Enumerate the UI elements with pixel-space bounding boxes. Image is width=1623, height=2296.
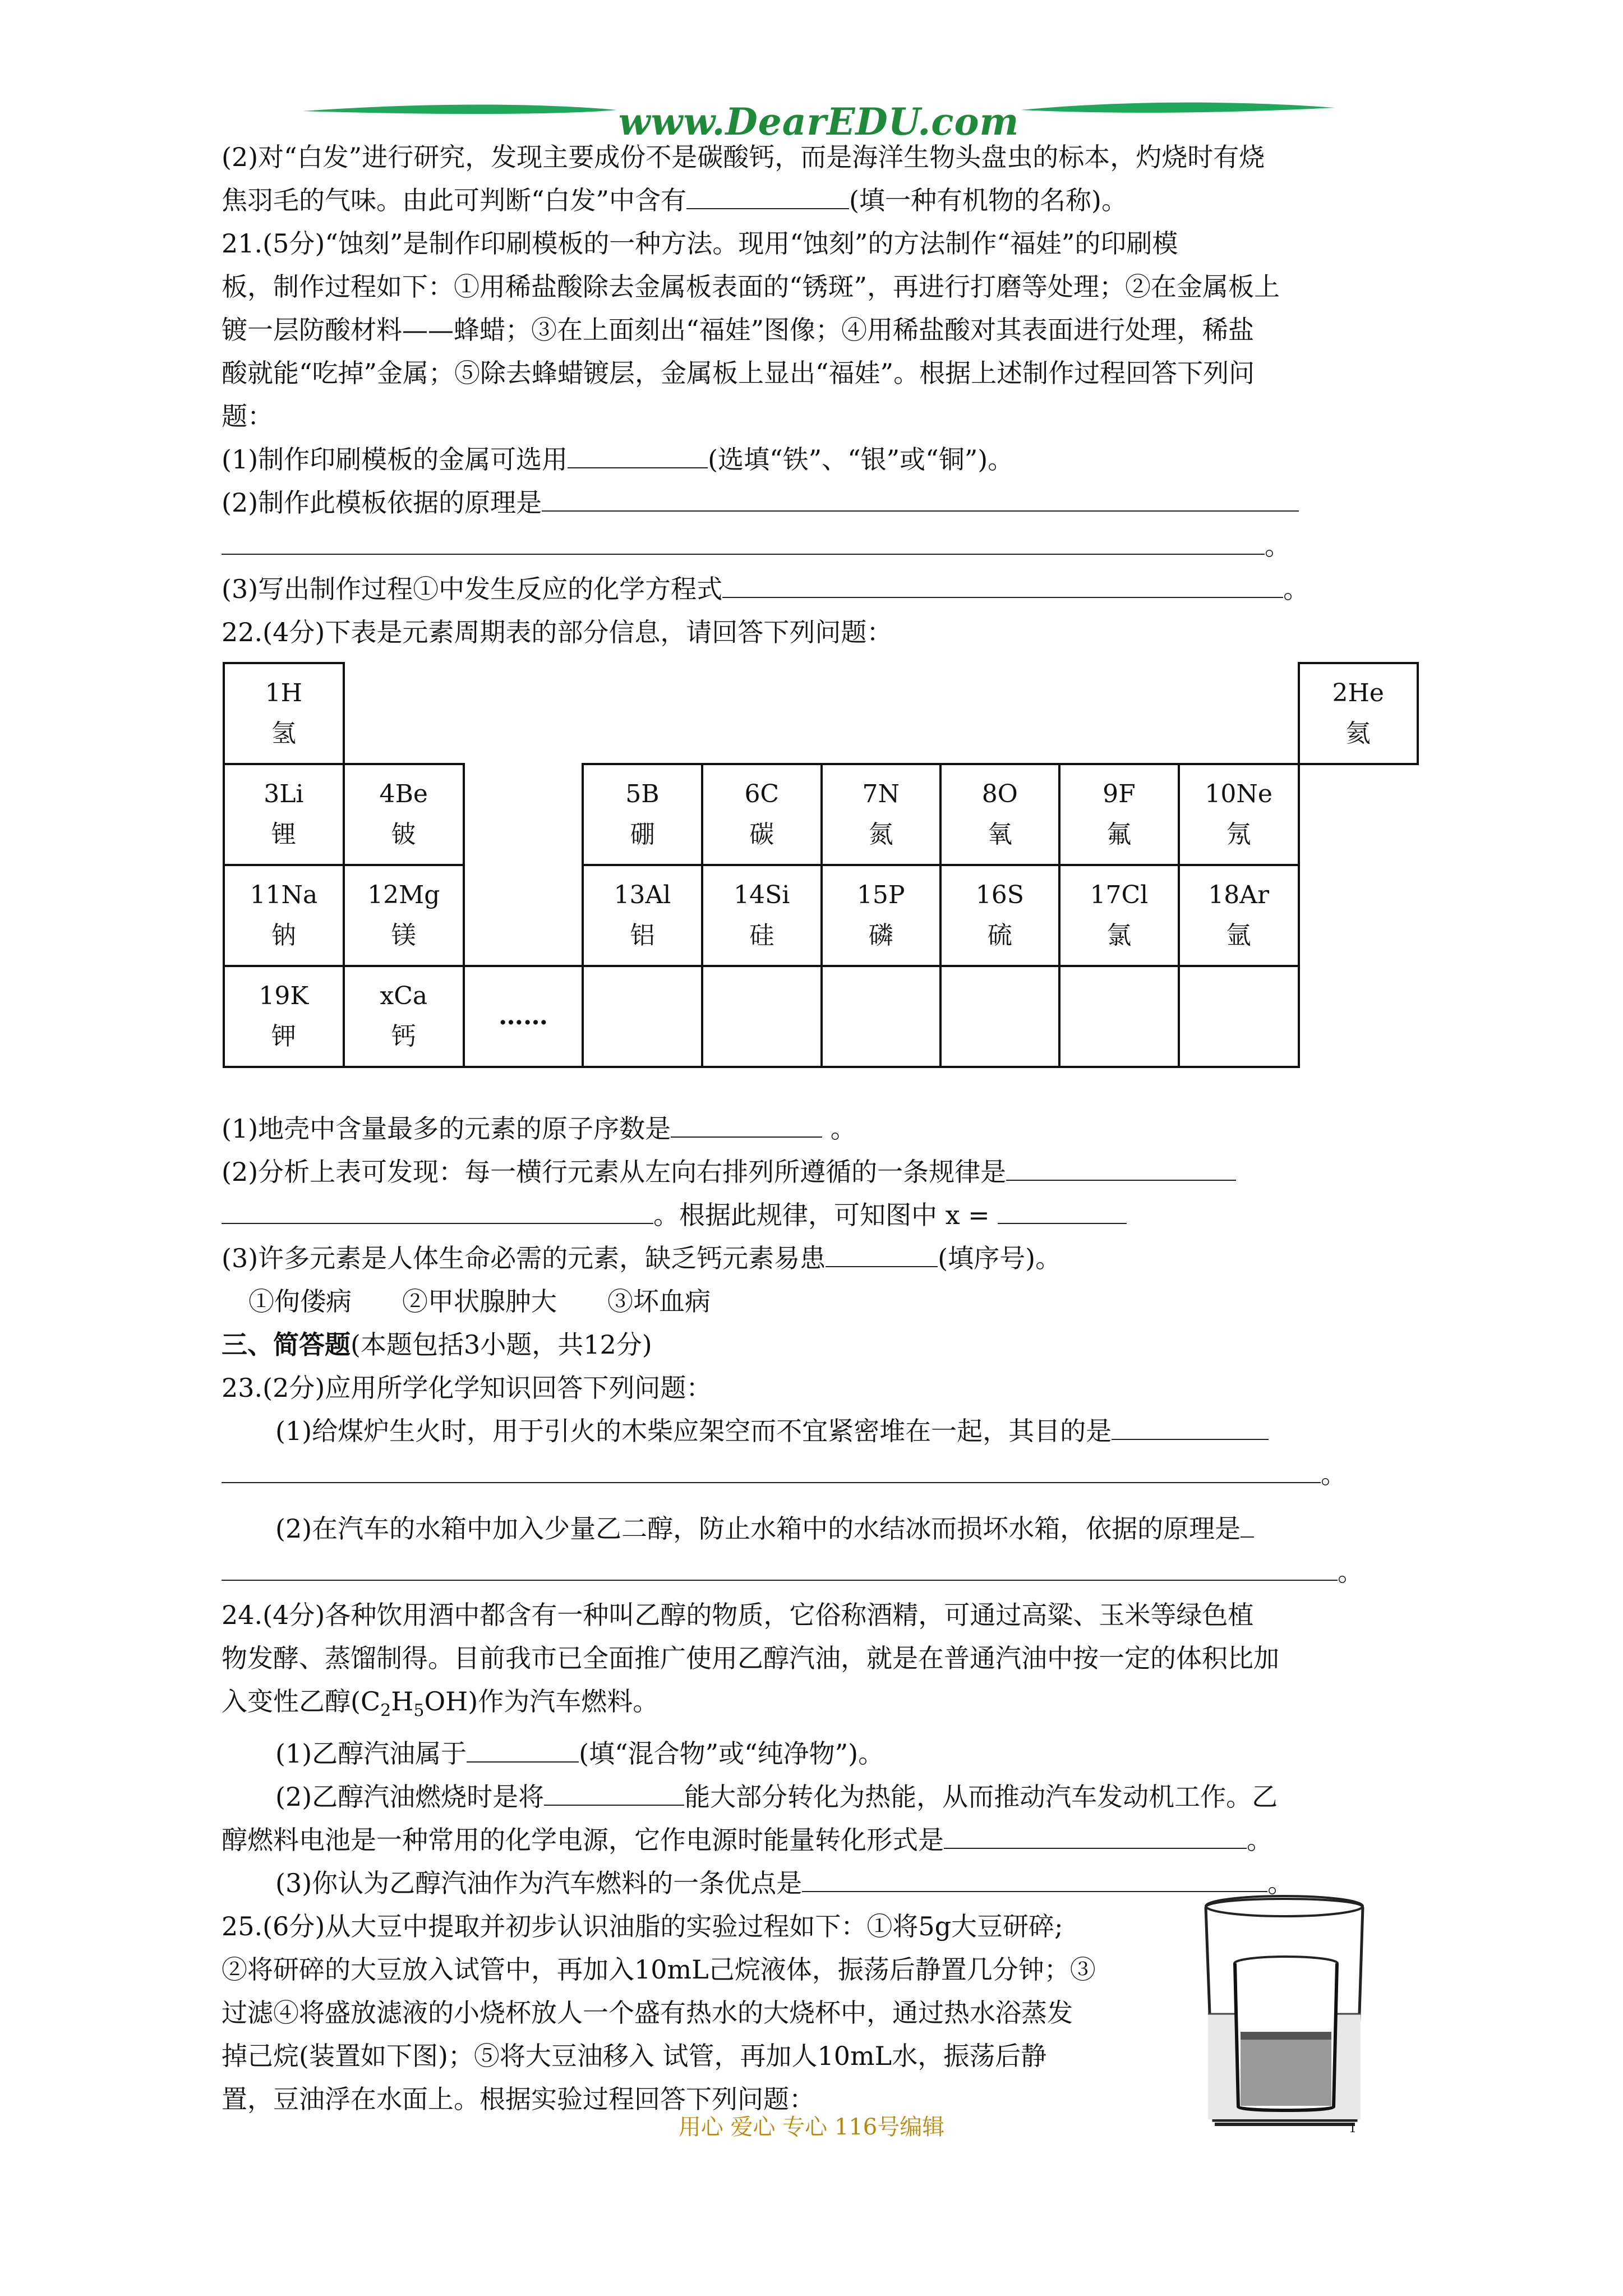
answer-blank[interactable] bbox=[671, 1114, 822, 1138]
answer-blank[interactable] bbox=[1006, 1157, 1236, 1181]
q20-line-2: 焦羽毛的气味。由此可判断“白发”中含有 (填一种有机物的名称)。 bbox=[222, 185, 1127, 215]
element-cell: 15P 磷 bbox=[822, 865, 940, 966]
periodic-table bbox=[223, 662, 1419, 1068]
q24-line-1: 24.(4分)各种饮用酒中都含有一种叫乙醇的物质，它俗称酒精，可通过高粱、玉米等绿色植 bbox=[222, 1600, 1254, 1630]
empty-cell bbox=[583, 966, 702, 1067]
empty-cell bbox=[1179, 966, 1299, 1067]
answer-blank[interactable] bbox=[467, 1739, 579, 1763]
q23-sub-2: (2)在汽车的水箱中加入少量乙二醇，防止水箱中的水结冰而损坏水箱，依据的原理是 bbox=[222, 1507, 1419, 1550]
q21-sub-1: (1)制作印刷模板的金属可选用 (选填“铁”、“银”或“铜”)。 bbox=[222, 444, 1014, 475]
element-cell: 13Al 铝 bbox=[583, 865, 702, 966]
table-row bbox=[224, 966, 1418, 1067]
q24-sub-2-cont: 醇燃料电池是一种常用的化学电源，它作电源时能量转化形式是 。 bbox=[222, 1825, 1272, 1856]
element-cell: 9F 氟 bbox=[1059, 764, 1179, 865]
element-cell: 5B 硼 bbox=[583, 764, 702, 865]
q22-intro: 22.(4分)下表是元素周期表的部分信息，请回答下列问题： bbox=[222, 617, 893, 647]
q25-line-1: 25.(6分)从大豆中提取并初步认识油脂的实验过程如下：①将5g大豆研碎; bbox=[222, 1911, 1063, 1942]
element-cell: 4Be 铍 bbox=[344, 764, 464, 865]
water-bath-beaker-figure bbox=[1195, 1885, 1374, 2132]
table-row bbox=[224, 865, 1418, 966]
site-title[interactable]: www.DearEDU.com bbox=[618, 100, 1020, 144]
ellipsis-cell: …… bbox=[464, 966, 583, 1067]
element-cell: 2He 氦 bbox=[1299, 663, 1418, 764]
q20-line-1: (2)对“白发”进行研究，发现主要成份不是碳酸钙，而是海洋生物头盘虫的标本，灼烧时有烧 bbox=[222, 142, 1265, 172]
q24-sub-2: (2)乙醇汽油燃烧时是将 能大部分转化为热能，从而推动汽车发动机工作。乙 bbox=[275, 1782, 1278, 1812]
page-number: 1 bbox=[1349, 2122, 1357, 2136]
answer-blank[interactable] bbox=[222, 531, 1265, 555]
q21-line-3: 镀一层防酸材料——蜂蜡；③在上面刻出“福娃”图像；④用稀盐酸对其表面进行处理，稀盐 bbox=[222, 315, 1255, 345]
q22-sub-3: (3)许多元素是人体生命必需的元素，缺乏钙元素易患 (填序号)。 bbox=[222, 1243, 1062, 1273]
answer-blank[interactable] bbox=[1241, 1514, 1254, 1538]
q24-sub-3: (3)你认为乙醇汽油作为汽车燃料的一条优点是 。 bbox=[275, 1868, 1294, 1899]
element-cell: 7N 氮 bbox=[822, 764, 940, 865]
element-cell: 12Mg 镁 bbox=[344, 865, 464, 966]
answer-blank[interactable] bbox=[544, 1782, 684, 1806]
answer-blank[interactable] bbox=[568, 445, 708, 468]
exam-content bbox=[222, 136, 1419, 2121]
q25-line-4: 掉己烷(装置如下图)；⑤将大豆油移入 试管，再加人10mL水，振荡后静 bbox=[222, 2041, 1047, 2072]
element-cell: 14Si 硅 bbox=[702, 865, 822, 966]
empty-cell bbox=[702, 966, 822, 1067]
answer-blank[interactable] bbox=[1112, 1416, 1269, 1440]
element-cell: 11Na 钠 bbox=[224, 865, 344, 966]
q23-intro: 23.(2分)应用所学化学知识回答下列问题： bbox=[222, 1373, 712, 1403]
element-cell: 10Ne 氖 bbox=[1179, 764, 1299, 865]
element-cell: 17Cl 氯 bbox=[1059, 865, 1179, 966]
element-cell: 18Ar 氩 bbox=[1179, 865, 1299, 966]
answer-blank[interactable] bbox=[998, 1200, 1127, 1224]
element-cell: xCa 钙 bbox=[344, 966, 464, 1067]
q22-sub-1: (1)地壳中含量最多的元素的原子序数是 。 bbox=[222, 1114, 856, 1144]
answer-blank[interactable] bbox=[222, 1200, 653, 1224]
q25-line-2: ②将研碎的大豆放入试管中，再加入10mL己烷液体，振荡后静置几分钟；③ bbox=[222, 1954, 1096, 1985]
q23-sub-1-cont: 。 bbox=[222, 1453, 1419, 1496]
q21-line-4: 酸就能“吃掉”金属；⑤除去蜂蜡镀层，金属板上显出“福娃”。根据上述制作过程回答下列问 bbox=[222, 358, 1255, 388]
answer-blank[interactable] bbox=[222, 1460, 1321, 1483]
footer-note: 用心 爱心 专心 116号编辑 bbox=[678, 2114, 945, 2140]
q23-sub-1: (1)给煤炉生火时，用于引火的木柴应架空而不宜紧密堆在一起，其目的是 bbox=[222, 1410, 1419, 1453]
q24-line-2: 物发酵、蒸馏制得。目前我市已全面推广使用乙醇汽油，就是在普通汽油中按一定的体积比加 bbox=[222, 1643, 1279, 1673]
element-cell: 1H 氢 bbox=[224, 663, 344, 764]
empty-cell bbox=[940, 966, 1059, 1067]
element-cell: 19K 钾 bbox=[224, 966, 344, 1067]
q21-sub-3: (3)写出制作过程①中发生反应的化学方程式 。 bbox=[222, 574, 1310, 604]
q22-options: ①佝偻病 ②甲状腺肿大 ③坏血病 bbox=[248, 1286, 711, 1317]
answer-blank[interactable] bbox=[722, 574, 1283, 598]
q22-sub-2: (2)分析上表可发现：每一横行元素从左向右排列所遵循的一条规律是 bbox=[222, 1151, 1419, 1194]
q25-line-3: 过滤④将盛放滤液的小烧杯放人一个盛有热水的大烧杯中，通过热水浴蒸发 bbox=[222, 1998, 1073, 2028]
q21-line-2: 板，制作过程如下：①用稀盐酸除去金属板表面的“锈斑”，再进行打磨等处理；②在金属板上 bbox=[222, 272, 1280, 302]
answer-blank[interactable] bbox=[222, 1557, 1338, 1581]
q24-line-3: 入变性乙醇$(C_2H_5OH)$作为汽车燃料。 bbox=[222, 1686, 659, 1721]
element-cell: 3Li 锂 bbox=[224, 764, 344, 865]
q24-sub-1: (1)乙醇汽油属于 (填“混合物”或“纯净物”)。 bbox=[275, 1738, 884, 1769]
empty-cell bbox=[822, 966, 940, 1067]
empty-cell bbox=[464, 764, 583, 865]
q21-sub-2-cont: 。 bbox=[222, 524, 1419, 568]
q21-sub-2: (2)制作此模板依据的原理是 bbox=[222, 481, 1419, 524]
q21-line-5: 题： bbox=[222, 401, 273, 431]
element-cell: 8O 氧 bbox=[940, 764, 1059, 865]
q22-sub-2-cont: 。根据此规律，可知图中 x = bbox=[222, 1194, 1419, 1237]
answer-blank[interactable] bbox=[686, 186, 849, 209]
element-cell: 16S 硫 bbox=[940, 865, 1059, 966]
section-title: 三、简答题(本题包括3小题，共12分) bbox=[222, 1329, 652, 1360]
empty-cell bbox=[1059, 966, 1179, 1067]
q23-sub-2-cont: 。 bbox=[222, 1550, 1419, 1594]
empty-cell bbox=[464, 865, 583, 966]
table-row bbox=[224, 663, 1418, 764]
element-cell: 6C 碳 bbox=[702, 764, 822, 865]
answer-blank[interactable] bbox=[542, 488, 1299, 512]
q21-line-1: 21.(5分)“蚀刻”是制作印刷模板的一种方法。现用“蚀刻”的方法制作“福娃”的印刷模 bbox=[222, 228, 1178, 259]
q25-line-5: 置，豆油浮在水面上。根据实验过程回答下列问题： bbox=[222, 2084, 815, 2115]
answer-blank[interactable] bbox=[944, 1825, 1247, 1849]
table-row bbox=[224, 764, 1418, 865]
answer-blank[interactable] bbox=[826, 1244, 938, 1267]
